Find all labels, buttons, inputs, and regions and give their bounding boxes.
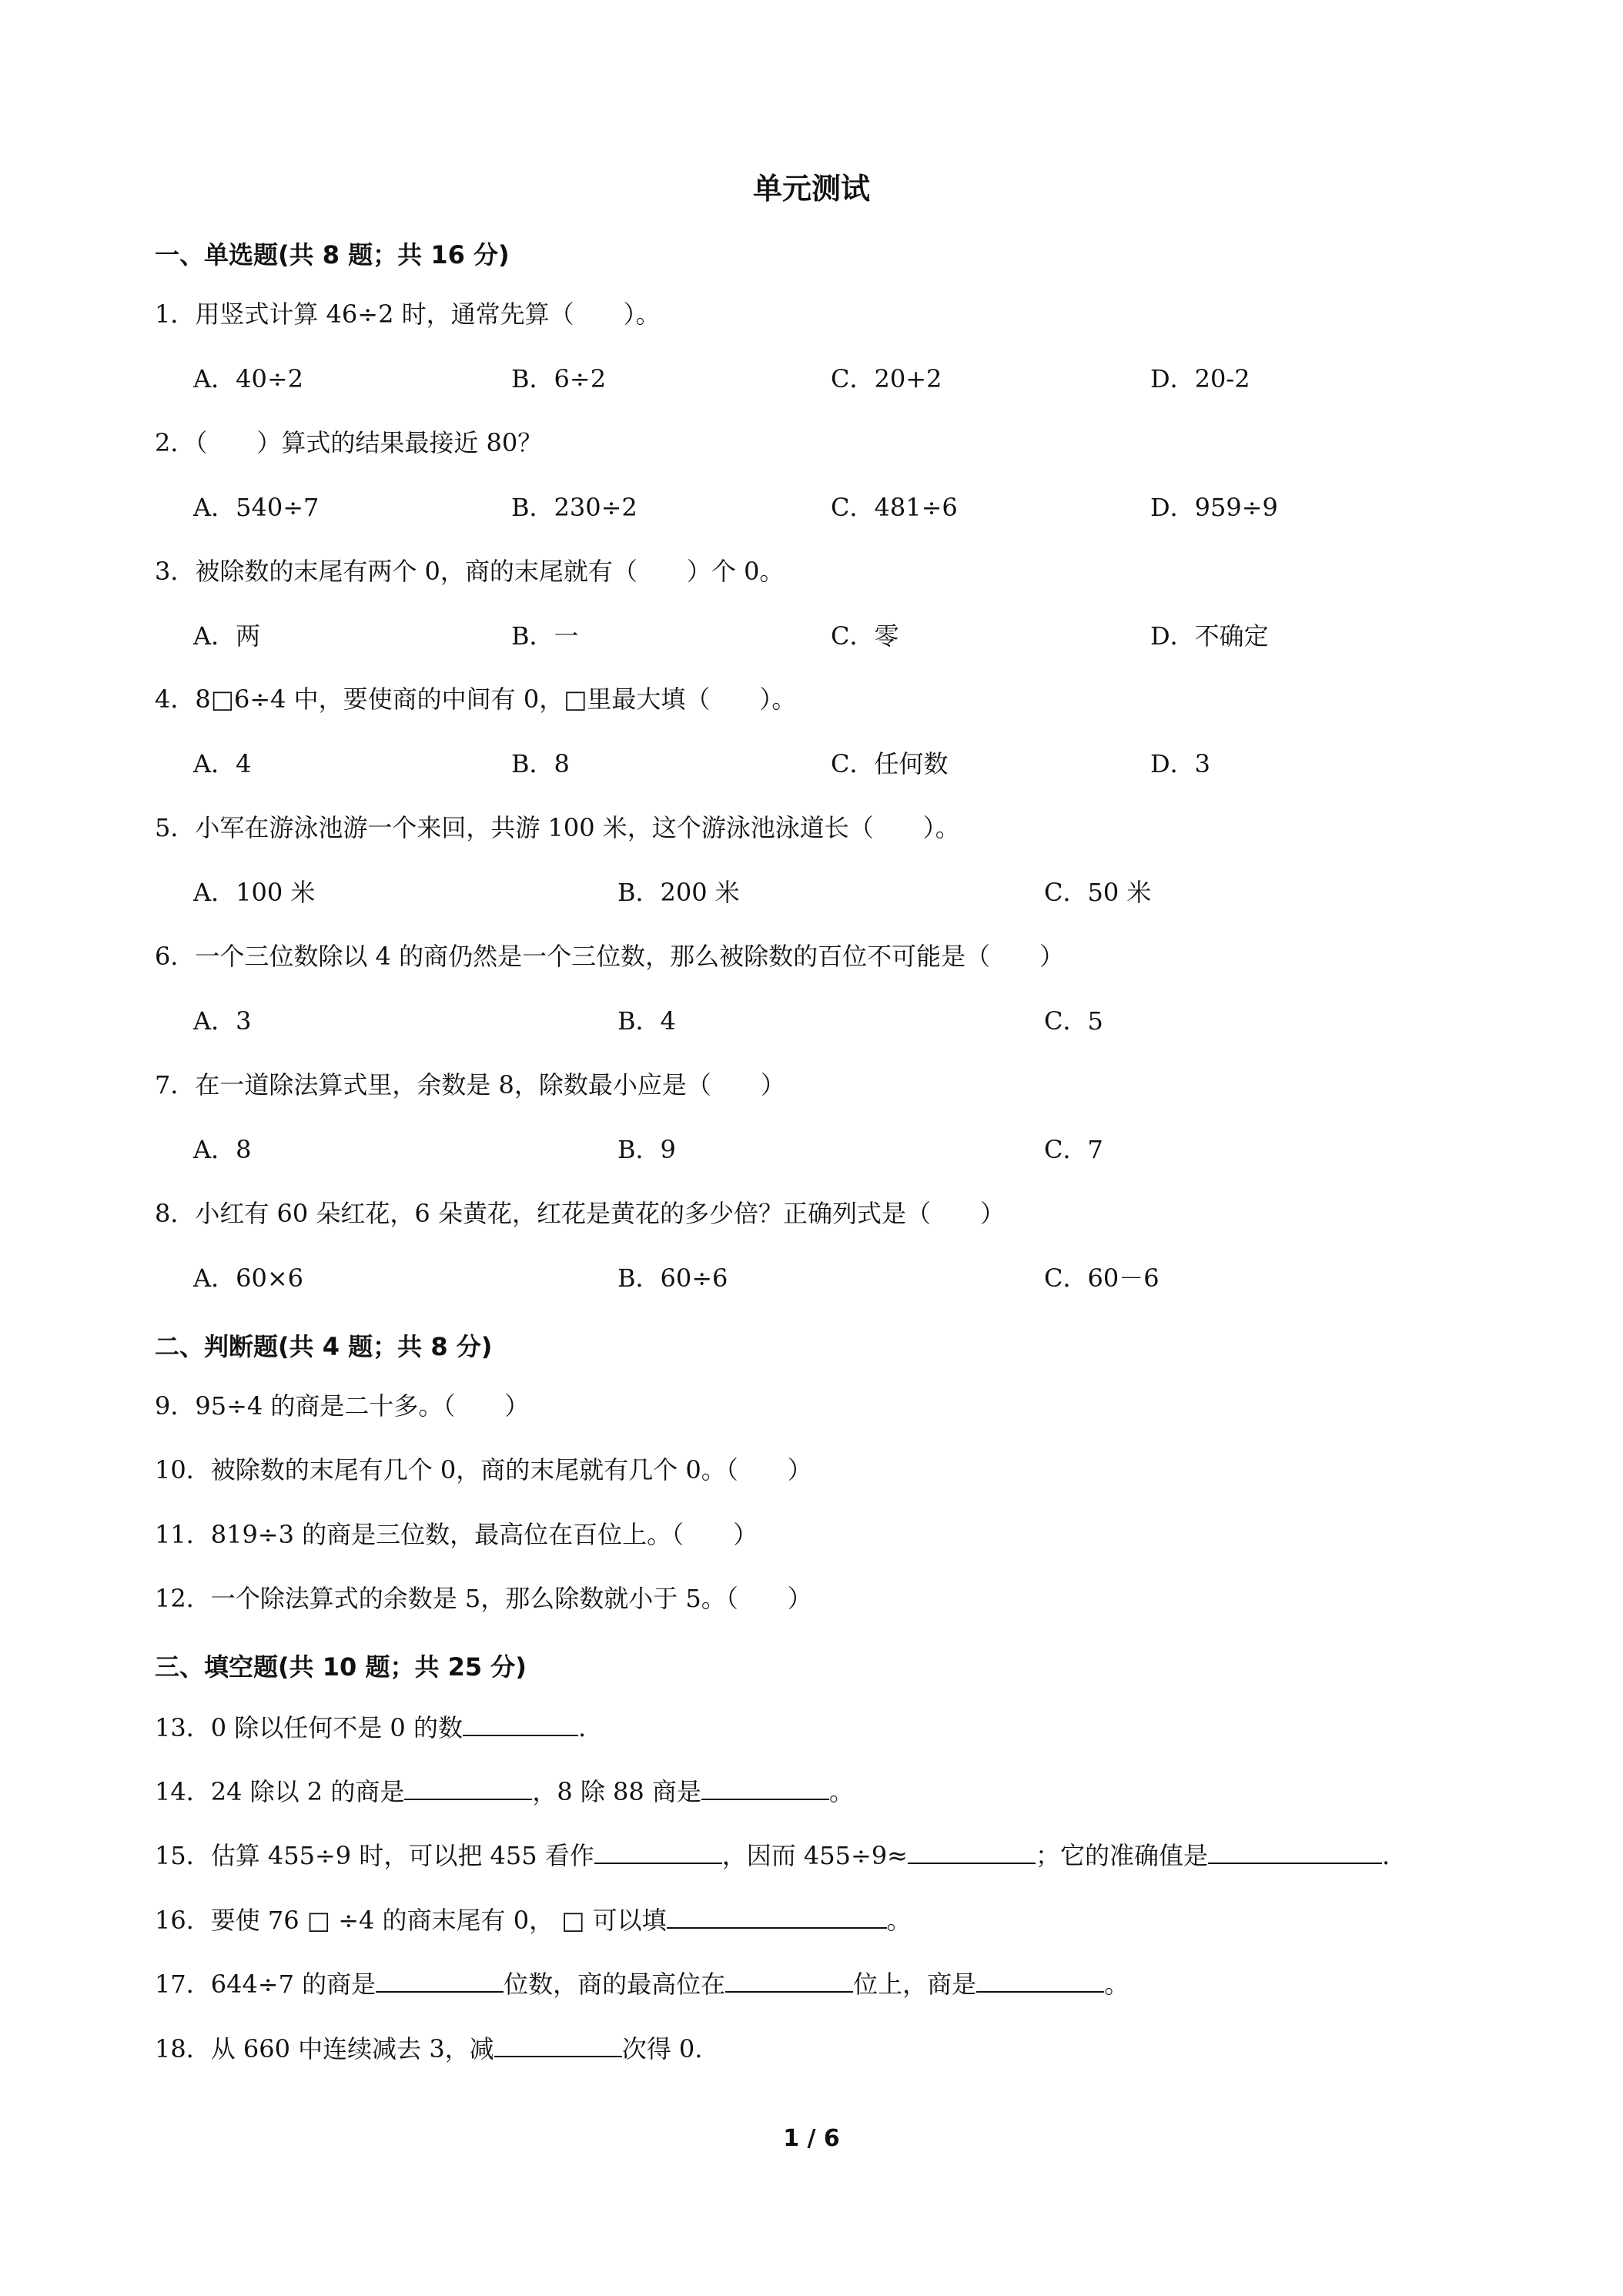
option-d[interactable]: D．20-2 <box>1150 364 1250 393</box>
option-c[interactable]: C．5 <box>1044 1006 1103 1036</box>
question-text: 14．24 除以 2 的商是 <box>155 1777 405 1806</box>
question-text: ；它的准确值是 <box>1036 1841 1209 1870</box>
option-b[interactable]: B．230÷2 <box>511 493 637 522</box>
question-text: 。 <box>1104 1970 1129 1999</box>
question-2: 2．（ ）算式的结果最接近 80？ <box>155 428 543 457</box>
option-b[interactable]: B．6÷2 <box>511 364 607 393</box>
option-a[interactable]: A．540÷7 <box>193 493 320 522</box>
option-a[interactable]: A．40÷2 <box>193 364 304 393</box>
question-text: 次得 0. <box>621 2034 703 2063</box>
option-d[interactable]: D．3 <box>1150 749 1211 778</box>
section-heading-fill-blank: 三、填空题(共 10 题；共 25 分) <box>155 1652 527 1682</box>
answer-blank[interactable] <box>404 1776 532 1800</box>
page-number: 1 / 6 <box>783 2125 840 2152</box>
question-16 <box>155 1904 912 1936</box>
answer-blank[interactable] <box>594 1839 722 1864</box>
option-a[interactable]: A．8 <box>193 1135 252 1164</box>
option-a[interactable]: A．60×6 <box>193 1263 304 1293</box>
answer-blank[interactable] <box>1208 1839 1382 1864</box>
question-14 <box>155 1776 854 1807</box>
question-7: 7．在一道除法算式里，余数是 8，除数最小应是（ ） <box>155 1070 785 1099</box>
option-a[interactable]: A．两 <box>193 621 261 651</box>
question-text: 。 <box>886 1906 912 1935</box>
answer-blank[interactable] <box>494 2033 622 2057</box>
question-13 <box>155 1712 586 1743</box>
option-b[interactable]: B．8 <box>511 749 570 778</box>
answer-blank[interactable] <box>908 1839 1036 1864</box>
option-b[interactable]: B．60÷6 <box>617 1263 728 1293</box>
option-b[interactable]: B．一 <box>511 621 579 651</box>
question-text: . <box>577 1713 587 1742</box>
answer-blank[interactable] <box>376 1968 504 1993</box>
option-c[interactable]: C．零 <box>831 621 899 651</box>
answer-blank[interactable] <box>725 1968 853 1993</box>
option-d[interactable]: D．不确定 <box>1150 621 1269 651</box>
page-title: 单元测试 <box>752 172 870 206</box>
option-c[interactable]: C．7 <box>1044 1135 1103 1164</box>
answer-blank[interactable] <box>976 1968 1104 1993</box>
question-text: ，8 除 88 商是 <box>532 1777 701 1806</box>
question-18 <box>155 2033 702 2064</box>
question-text: 18．从 660 中连续减去 3，减 <box>155 2034 494 2063</box>
question-11: 11．819÷3 的商是三位数，最高位在百位上。（ ） <box>155 1520 758 1549</box>
question-12: 12．一个除法算式的余数是 5，那么除数就小于 5。（ ） <box>155 1584 812 1613</box>
option-a[interactable]: A．4 <box>193 749 252 778</box>
question-8: 8．小红有 60 朵红花，6 朵黄花，红花是黄花的多少倍？正确列式是（ ） <box>155 1199 1005 1228</box>
question-5: 5．小军在游泳池游一个来回，共游 100 米，这个游泳池泳道长（ ）。 <box>155 813 960 842</box>
option-a[interactable]: A．3 <box>193 1006 252 1036</box>
question-text: 位上，商是 <box>853 1970 977 1999</box>
question-text: 位数，商的最高位在 <box>504 1970 726 1999</box>
option-d[interactable]: D．959÷9 <box>1150 493 1278 522</box>
question-text: . <box>1382 1841 1390 1870</box>
question-15 <box>155 1839 1390 1871</box>
question-text: 16．要使 76 □ ÷4 的商末尾有 0， □ 可以填 <box>155 1906 667 1935</box>
option-b[interactable]: B．4 <box>617 1006 676 1036</box>
option-c[interactable]: C．481÷6 <box>831 493 958 522</box>
question-1: 1．用竖式计算 46÷2 时，通常先算（ ）。 <box>155 300 661 329</box>
option-b[interactable]: B．9 <box>617 1135 676 1164</box>
option-c[interactable]: C．60－6 <box>1044 1263 1160 1293</box>
question-9: 9．95÷4 的商是二十多。（ ） <box>155 1391 530 1421</box>
question-6: 6．一个三位数除以 4 的商仍然是一个三位数，那么被除数的百位不可能是（ ） <box>155 942 1065 971</box>
question-text: ，因而 455÷9≈ <box>721 1841 908 1870</box>
option-c[interactable]: C．任何数 <box>831 749 949 778</box>
option-a[interactable]: A．100 米 <box>193 878 316 907</box>
answer-blank[interactable] <box>667 1904 887 1929</box>
question-3: 3．被除数的末尾有两个 0，商的末尾就有（ ）个 0。 <box>155 557 785 586</box>
option-b[interactable]: B．200 米 <box>617 878 740 907</box>
question-17 <box>155 1968 1129 2000</box>
question-text: 。 <box>828 1777 854 1806</box>
question-text: 13．0 除以任何不是 0 的数 <box>155 1713 463 1742</box>
question-10: 10．被除数的末尾有几个 0，商的末尾就有几个 0。（ ） <box>155 1455 812 1484</box>
section-heading-single-choice: 一、单选题(共 8 题；共 16 分) <box>155 240 510 269</box>
question-text: 15．估算 455÷9 时，可以把 455 看作 <box>155 1841 594 1870</box>
answer-blank[interactable] <box>701 1776 829 1800</box>
option-c[interactable]: C．50 米 <box>1044 878 1152 907</box>
option-c[interactable]: C．20+2 <box>831 364 942 393</box>
question-4: 4．8□6÷4 中，要使商的中间有 0，□里最大填（ ）。 <box>155 684 797 714</box>
answer-blank[interactable] <box>463 1712 578 1736</box>
question-text: 17．644÷7 的商是 <box>155 1970 376 1999</box>
section-heading-true-false: 二、判断题(共 4 题；共 8 分) <box>155 1332 493 1361</box>
